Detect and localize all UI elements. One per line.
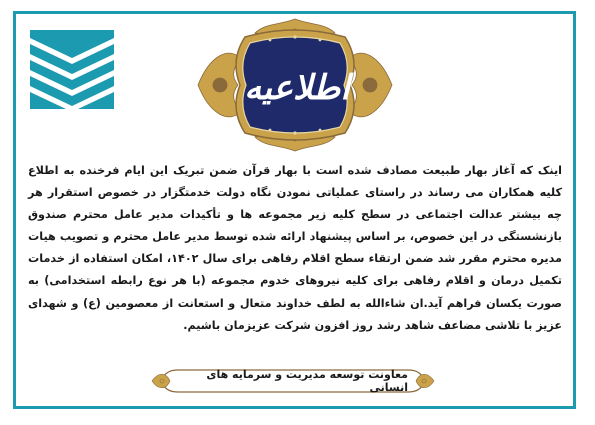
notice-body: اینک که آغاز بهار طبیعت مصادف شده است با بهار قرآن ضمن تبریک این ایام فرخنده به اطلاع کلیه همکاران می رساند در راستای عملیاتی نمودن نگاه دولت خدمتگزار در خصوص استقرار هر چه بیشتر عدالت اجتماعی در سطح کلیه زیر مجموعه ها و تأکیدات مدیر عامل محترم صندوق بازنشستگی در این خصوص، بر اساس پیشنهاد ارائه شده توسط مدیر عامل محترم و تصویب هیات مدیره محترم مقرر شد ضمن ارتقاء سطح اقلام رفاهی برای سال ۱۴۰۲، امکان استفاده از خدمات تکمیل درمان و اقلام رفاهی برای کلیه نیروهای خدوم مجموعه (با هر نوع رابطه استخدامی) به صورت یکسان فراهم آید.ان شاءالله به لطف خداوند متعال و استعانت از معصومین (ع) و شهدای عزیز با تلاشی مضاعف شاهد رشد روز افزون شرکت عزیزمان باشیم.	[28, 164, 562, 332]
company-logo-icon	[30, 30, 114, 110]
notice-signature: معاونت توسعه مدیریت و سرمایه های انسانی	[206, 368, 408, 394]
notice-title: اطلاعیه	[244, 68, 350, 108]
